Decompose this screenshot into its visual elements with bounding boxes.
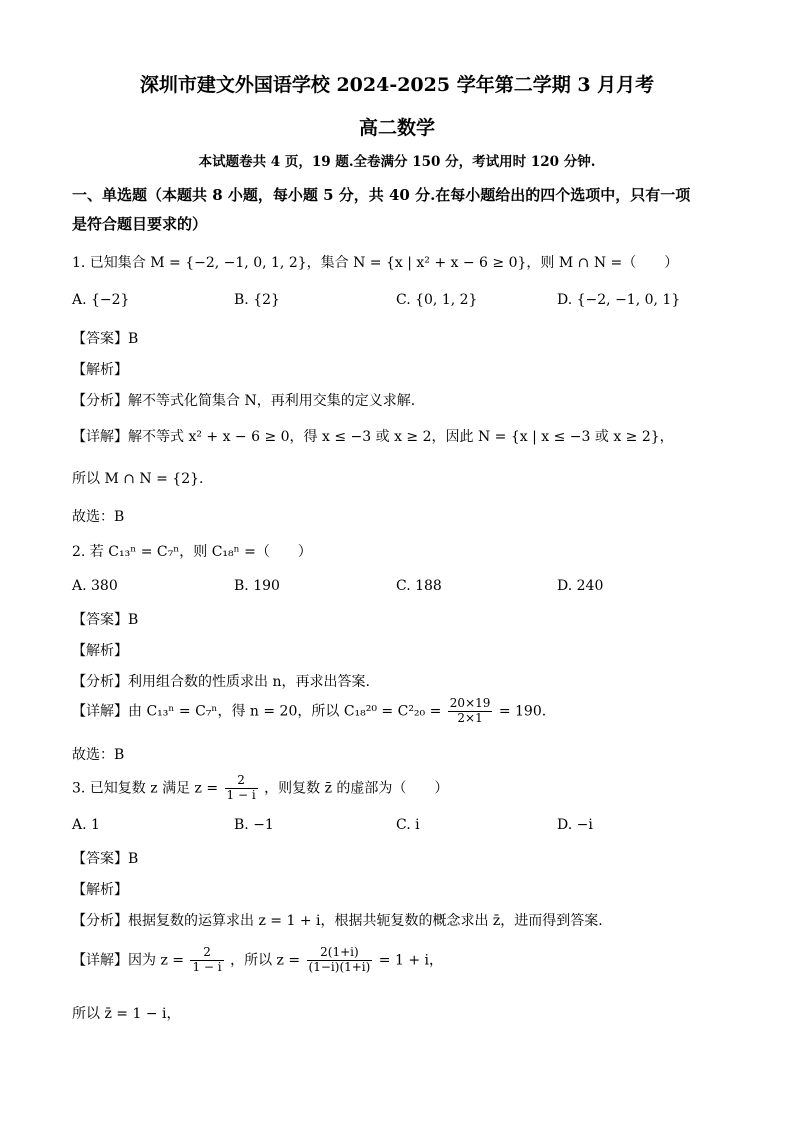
q3-analysis: 【分析】根据复数的运算求出 z = 1 + i，根据共轭复数的概念求出 z̄，进而得到答案. <box>72 913 603 929</box>
section-heading-line2: 是符合题目要求的） <box>72 215 208 233</box>
q2-choice: 故选：B <box>72 747 125 763</box>
q2-option-c: C. 188 <box>396 578 442 594</box>
q3-detail-fraction-1-denominator: 1 − i <box>192 959 222 974</box>
q2-answer: 【答案】B <box>72 612 139 628</box>
q2-fraction-denominator: 2×1 <box>457 710 483 725</box>
q1-option-d: D. {−2, −1, 0, 1} <box>557 292 681 308</box>
q3-stem-fraction-denominator: 1 − i <box>226 787 256 802</box>
section-heading-line1: 一、单选题（本题共 8 小题，每小题 5 分，共 40 分.在每小题给出的四个选项中，只有一项 <box>72 186 691 204</box>
q3-detail-fraction-2-numerator: 2(1+i) <box>307 946 373 961</box>
q2-detail-text: 【详解】由 C₁₃ⁿ = C₇ⁿ，得 n = 20，所以 C₁₈²⁰ = C²₂₀ = <box>72 703 442 720</box>
q1-stem: 1. 已知集合 M = {−2, −1, 0, 1, 2}，集合 N = {x | x² + x − 6 ≥ 0}，则 M ∩ N =（ ） <box>72 255 679 271</box>
q3-option-d: D. −i <box>557 817 593 833</box>
q3-option-b: B. −1 <box>234 817 274 833</box>
q3-detail-middle: ，所以 z = <box>230 952 301 969</box>
q3-detail <box>72 946 443 975</box>
q2-jiexi-label: 【解析】 <box>72 643 128 659</box>
q3-stem-tail: ，则复数 z̄ 的虚部为（ ） <box>264 780 449 797</box>
q3-jiexi-label: 【解析】 <box>72 882 128 898</box>
q1-detail: 【详解】解不等式 x² + x − 6 ≥ 0，得 x ≤ −3 或 x ≥ 2，因此 N = {x | x ≤ −3 或 x ≥ 2}， <box>72 429 674 445</box>
exam-notice: 本试题卷共 4 页，19 题.全卷满分 150 分，考试用时 120 分钟. <box>198 154 596 170</box>
q3-option-c: C. i <box>396 817 420 833</box>
q1-choice: 故选：B <box>72 509 125 525</box>
q2-fraction-numerator: 20×19 <box>449 696 491 710</box>
q1-option-a: A. {−2} <box>72 292 130 308</box>
q3-stem <box>72 774 448 803</box>
q3-detail-result: = 1 + i， <box>378 952 443 969</box>
q1-jiexi-label: 【解析】 <box>72 362 128 378</box>
q2-option-b: B. 190 <box>234 578 280 594</box>
q3-detail-fraction-2-denominator: (1−i)(1+i) <box>308 959 371 974</box>
q1-analysis: 【分析】解不等式化简集合 N，再利用交集的定义求解. <box>72 393 416 409</box>
q3-detail-text: 【详解】因为 z = <box>72 952 185 969</box>
exam-title: 深圳市建文外国语学校 2024-2025 学年第二学期 3 月月考 <box>139 74 655 96</box>
q3-stem-fraction <box>225 774 258 803</box>
q3-detail-fraction-2 <box>307 946 373 975</box>
q3-detail-fraction-1 <box>190 946 223 975</box>
q1-option-b: B. {2} <box>234 292 280 308</box>
q3-stem-fraction-numerator: 2 <box>225 774 258 789</box>
q1-option-c: C. {0, 1, 2} <box>396 292 478 308</box>
q2-detail <box>72 697 546 726</box>
q2-option-a: A. 380 <box>72 578 118 594</box>
q2-detail-result: = 190. <box>498 703 547 720</box>
q2-stem: 2. 若 C₁₃ⁿ = C₇ⁿ，则 C₁₈ⁿ =（ ） <box>72 544 312 560</box>
exam-subtitle: 高二数学 <box>358 117 435 139</box>
q1-answer: 【答案】B <box>72 331 139 347</box>
q2-option-d: D. 240 <box>557 578 604 594</box>
q2-fraction <box>448 697 493 726</box>
q3-conclusion: 所以 z̄ = 1 − i， <box>72 1006 181 1022</box>
q3-option-a: A. 1 <box>72 817 100 833</box>
q3-answer: 【答案】B <box>72 851 139 867</box>
q3-stem-text: 3. 已知复数 z 满足 z = <box>72 780 219 797</box>
q2-analysis: 【分析】利用组合数的性质求出 n，再求出答案. <box>72 674 370 690</box>
q1-conclusion: 所以 M ∩ N = {2}. <box>72 471 204 487</box>
q3-detail-fraction-1-numerator: 2 <box>190 946 223 961</box>
